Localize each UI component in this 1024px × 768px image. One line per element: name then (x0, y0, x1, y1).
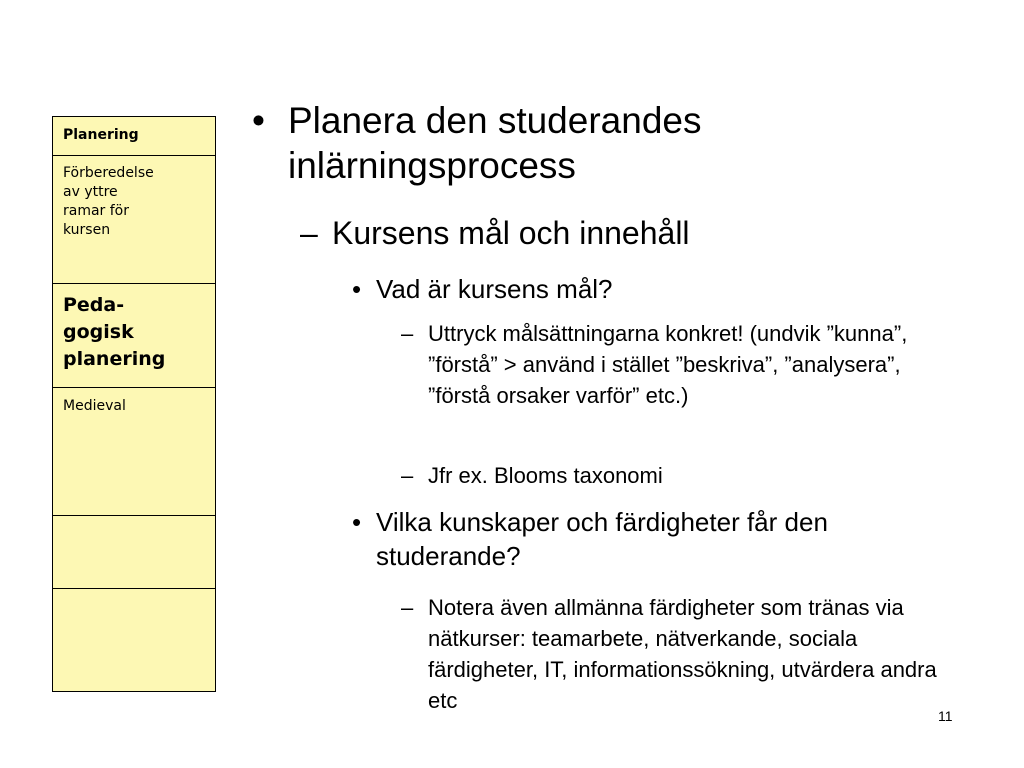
bullet-text: Planera den studerandes inlärningsprocess (288, 100, 702, 186)
bullet-level3-goals (352, 272, 932, 306)
bullet-text: Vilka kunskaper och färdigheter får den studerande? (376, 507, 828, 571)
dash-marker: – (300, 215, 318, 251)
bullet-text: Kursens mål och innehåll (332, 215, 690, 251)
bullet-text: Jfr ex. Blooms taxonomi (428, 463, 663, 488)
sidebar-cell-planering: Planering (53, 117, 215, 156)
bullet-level2 (300, 213, 820, 253)
bullet-marker: • (252, 100, 265, 141)
sidebar-cell-pedagogisk-planering: Peda- gogisk planering (53, 284, 215, 388)
bullet-level3-skills (352, 505, 932, 573)
bullet-level4-express-goals (401, 318, 961, 411)
dash-marker: – (401, 321, 414, 346)
dash-marker: – (401, 595, 414, 620)
bullet-text: Vad är kursens mål? (376, 274, 613, 304)
bullet-text: Notera även allmänna färdigheter som tränas via nätkurser: teamarbete, nätverkande, sociala färdigheter, IT, informationssökning, utvärdera andra etc (428, 595, 937, 713)
page-number: 11 (938, 708, 953, 724)
sidebar-cell-forberedelse: Förberedelse av yttre ramar för kursen (53, 156, 215, 284)
bullet-level4-blooms (401, 460, 961, 491)
bullet-marker: • (352, 274, 362, 304)
dash-marker: – (401, 463, 414, 488)
bullet-marker: • (352, 507, 362, 537)
bullet-text: Uttryck målsättningarna konkret! (undvik ”kunna”, ”förstå” > använd i stället ”beskriva”, ”analysera”, ”förstå orsaker varför” etc.) (428, 321, 908, 408)
bullet-level4-general-skills (401, 592, 961, 716)
sidebar-cell-medieval: Medieval (53, 388, 215, 516)
bullet-level1 (252, 98, 812, 188)
